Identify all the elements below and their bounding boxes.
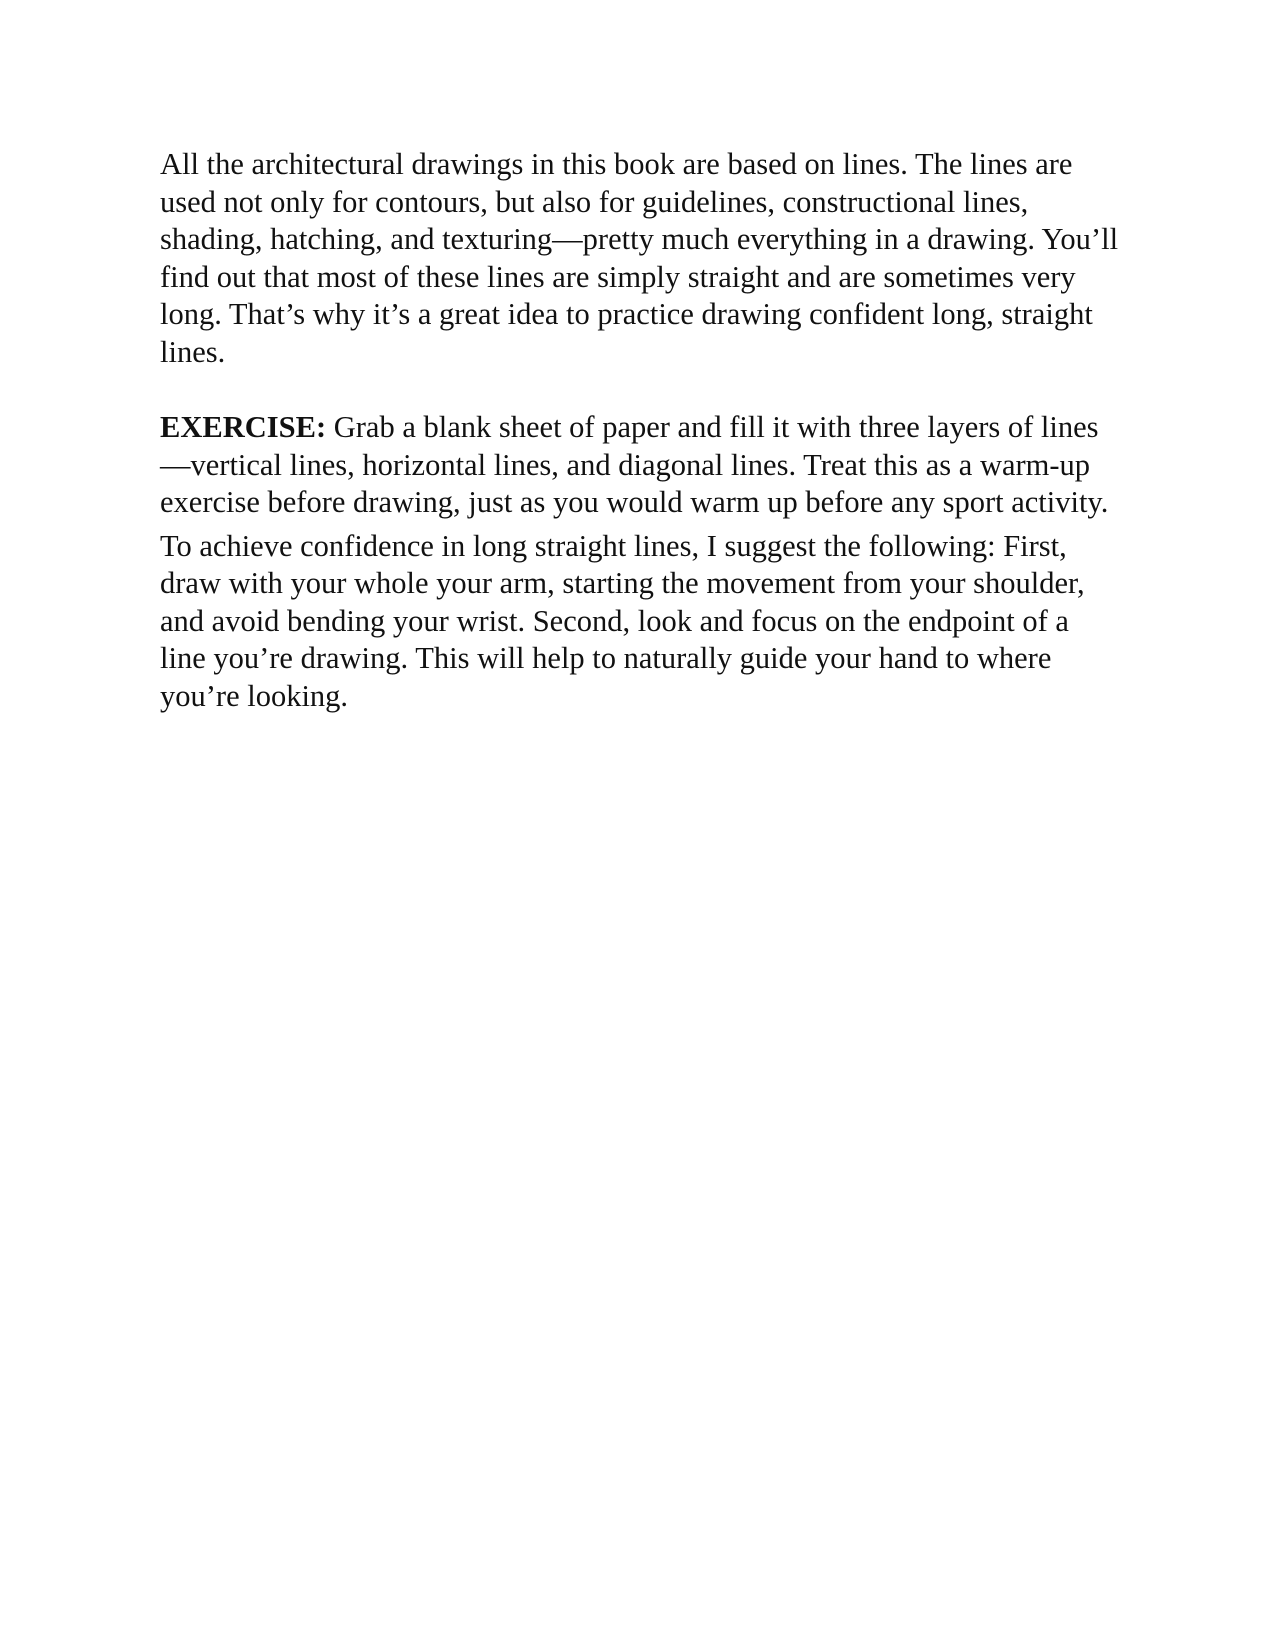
body-text bbox=[160, 146, 1120, 715]
advice-paragraph: To achieve confidence in long straight lines, I suggest the following: First, draw with your whole your arm, starting the movement from your shoulder, and avoid bending your wrist. Second, look and focus on the endpoint of a line you’re drawing. This will help to naturally guide your hand to where you’re looking. bbox=[160, 528, 1085, 713]
exercise-text: Grab a blank sheet of paper and fill it with three layers of lines—vertical lines, horizontal lines, and diagonal lines. Treat this as a warm-up exercise before drawing, just as you would warm up before any sport activity. bbox=[160, 410, 1109, 519]
intro-paragraph: All the architectural drawings in this book are based on lines. The lines are used not only for contours, but also for guidelines, constructional lines, shading, hatching, and texturing—pretty much everything in a drawing. You’ll find out that most of these lines are simply straight and are sometimes very long. That’s why it’s a great idea to practice drawing confident long, straight lines. bbox=[160, 147, 1119, 369]
exercise-paragraph bbox=[160, 409, 1120, 522]
exercise-label: EXERCISE: bbox=[160, 410, 327, 444]
